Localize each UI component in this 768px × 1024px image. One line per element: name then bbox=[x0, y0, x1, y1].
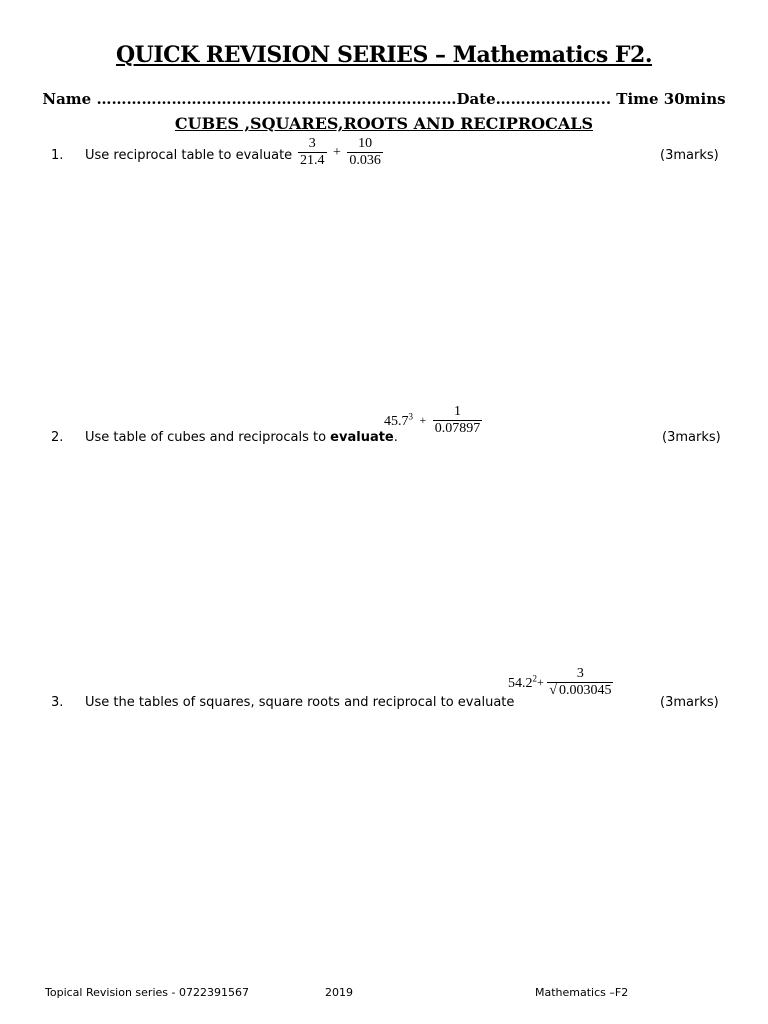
fraction: $\frac{10}{0.036}$ bbox=[349, 136, 381, 168]
marks-label: (3marks) bbox=[660, 695, 719, 710]
question-number: 1. bbox=[51, 148, 64, 163]
name-date-time-line: Name ………………………………………………………………Date………………….. Time 30mins bbox=[42, 90, 726, 108]
question-2-expression: 45.7$^3$ + $\frac{1}{0.07897}$ bbox=[384, 404, 481, 436]
question-number: 2. bbox=[51, 430, 64, 445]
question-3-expression: $54.2^2+$ $\frac{3}{√ 0.003045}$ bbox=[508, 666, 612, 698]
question-text: Use reciprocal table to evaluate bbox=[85, 148, 293, 163]
footer-center: 2019 bbox=[325, 986, 353, 999]
marks-label: (3marks) bbox=[660, 148, 719, 163]
footer-left: Topical Revision series - 0722391567 bbox=[45, 986, 249, 999]
base: 45.7$^3$ bbox=[384, 411, 413, 429]
question-number: 3. bbox=[51, 695, 64, 710]
question-1-expression: $\frac{3}{21.4}$ + $\frac{10}{0.036}$ bbox=[300, 136, 381, 168]
marks-label: (3marks) bbox=[662, 430, 721, 445]
fraction: $\frac{3}{√ 0.003045}$ bbox=[549, 666, 612, 698]
footer-right: Mathematics –F2 bbox=[535, 986, 629, 999]
fraction: $\frac{1}{0.07897}$ bbox=[434, 404, 481, 436]
base: 54.2$^2$ bbox=[508, 673, 537, 691]
sqrt-icon: √ bbox=[549, 683, 557, 698]
fraction: $\frac{3}{21.4}$ bbox=[300, 136, 325, 168]
question-text: Use table of cubes and reciprocals to evaluate. bbox=[85, 430, 398, 445]
section-subtitle: CUBES ,SQUARES,ROOTS AND RECIPROCALS bbox=[174, 114, 594, 133]
question-text: Use the tables of squares, square roots and reciprocal to evaluate bbox=[85, 695, 515, 710]
page-title: QUICK REVISION SERIES – Mathematics F2. bbox=[116, 42, 652, 68]
